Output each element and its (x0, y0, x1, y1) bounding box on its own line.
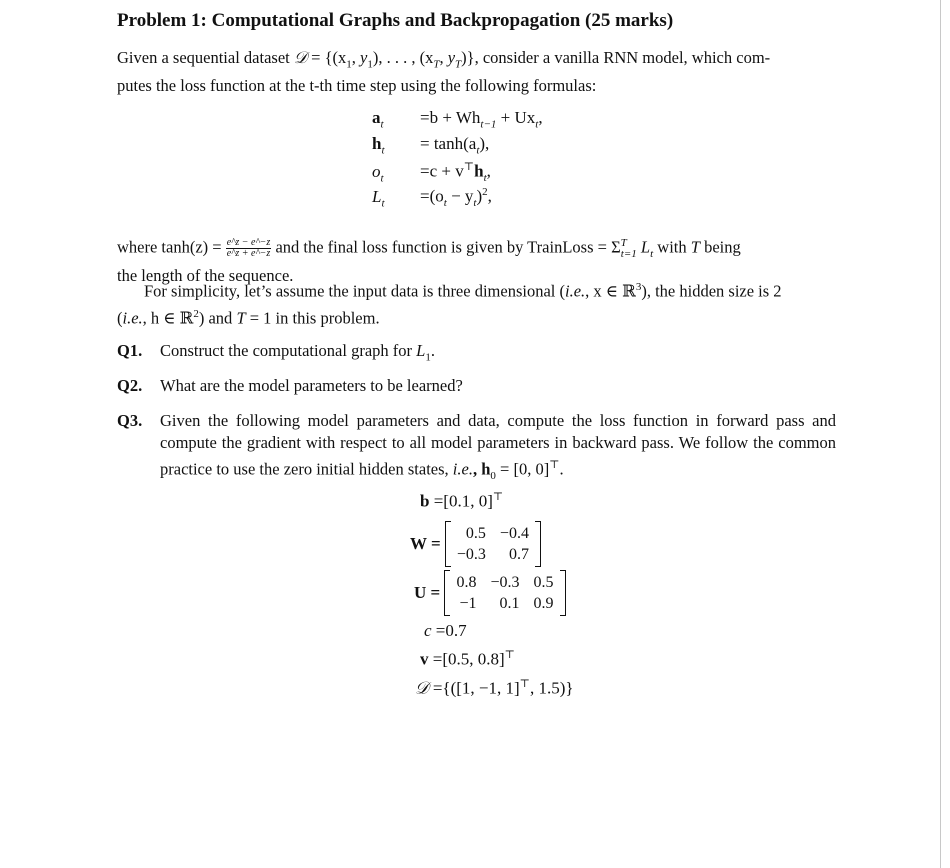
simplicity-line-1: For simplicity, let’s assume the input data is three dimensional (i.e., x ∈ ℝ$^3$), the hidden size is 2 (144, 281, 782, 301)
param-v: v =[0.5, 0.8]⊤ (420, 649, 516, 669)
simplicity-line-2: (i.e., h ∈ ℝ$^2$) and T = 1 in this problem. (117, 307, 380, 327)
where-line-2: the length of the sequence. (117, 265, 294, 285)
tanh-fraction: $\frac{e\^{}z - e\^{}-z}{e\^{}z + e\^{}-z}$ (226, 237, 271, 260)
intro-paragraph (117, 47, 837, 97)
param-W: W = 0.5 −0.4 −0.3 0.7 (410, 521, 541, 567)
formula-h: $h_t = \tanh(a_t)$, (372, 134, 490, 157)
formula-o: $o_t =c + v^⊤h_t$, (372, 161, 491, 185)
question-1: Q1. Construct the computational graph for $L_1$. (117, 341, 435, 364)
question-2: Q2. What are the model parameters to be learned? (117, 376, 463, 395)
param-U: U = 0.8 −0.3 0.5 −1 0.1 0.9 (414, 570, 566, 616)
question-3: Q3. Given the following model parameters and data, compute the loss function in forward pass and compute the gradient with respect to all model parameters in backward pass. We follow the common practice to use the zero initial hidden states, i.e., $h_0 = [0$, 0]⊤. (117, 411, 836, 482)
matrix-U: 0.8 −0.3 0.5 −1 0.1 0.9 (444, 570, 565, 616)
problem-title: Problem 1: Computational Graphs and Backpropagation (25 marks) (117, 10, 674, 31)
simplicity-paragraph (117, 276, 837, 329)
page-border (940, 0, 941, 868)
formula-a: $a_t =b + Wh_{t-1} + Ux_t$, (372, 108, 543, 131)
where-line-1: where tanh(z) = $\frac{e\^{}z - e\^{}-z}{e\^{}z + e\^{}-z}$ and the final loss function is given by TrainLoss = $\Sigma^T_{t=1}$ $L_t$ with T being (117, 237, 741, 260)
param-D: 𝒟 ={([1, −1, 1]⊤, 1.5)} (415, 678, 574, 698)
matrix-W: 0.5 −0.4 −0.3 0.7 (445, 521, 541, 567)
intro-line-2: putes the loss function at the t-th time step using the following formulas: (117, 76, 597, 96)
param-c: c =0.7 (424, 621, 467, 640)
formula-L: $L_t =(o_t - y_t)^2$, (372, 186, 492, 210)
param-b: b =[0.1, 0]⊤ (420, 491, 504, 511)
intro-line-1: Given a sequential dataset 𝒟 = {($x_1$, $y_1$), . . . , ($x_T$, $y_T$)}, consider a vanilla RNN model, which com- (117, 48, 771, 71)
